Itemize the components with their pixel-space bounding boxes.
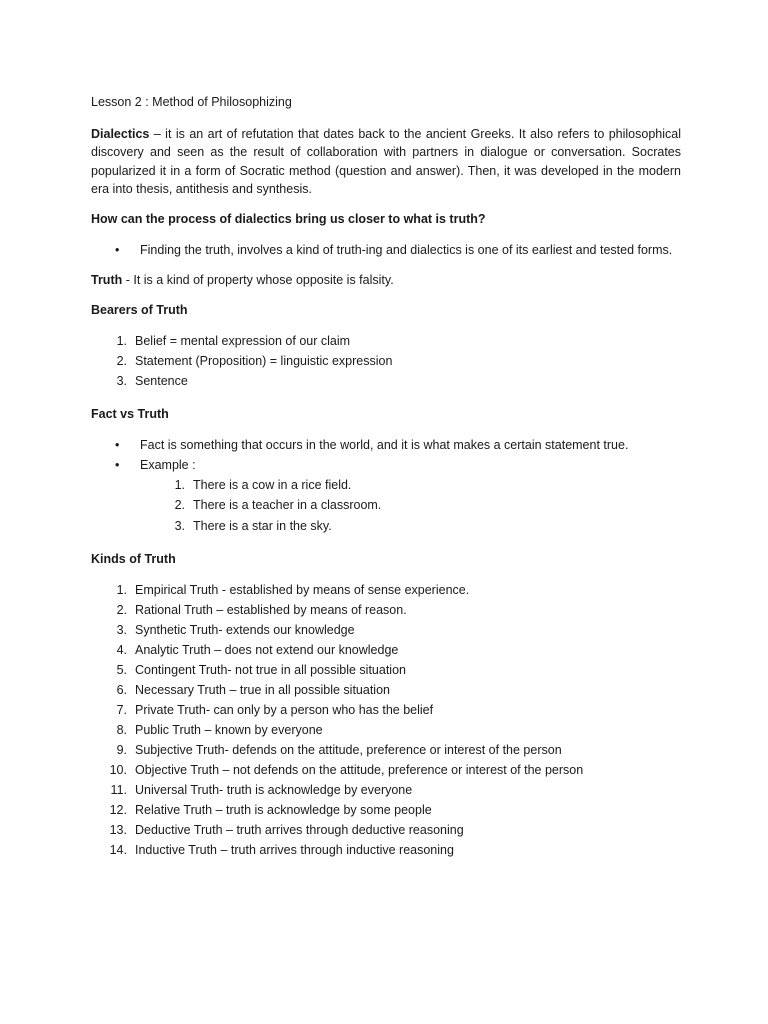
list-item — [91, 760, 681, 780]
list-item — [91, 435, 681, 455]
list-item — [91, 640, 681, 660]
list-item — [91, 820, 681, 840]
list-item — [91, 620, 681, 640]
item-number: 4. — [116, 643, 127, 658]
item-text: Deductive Truth – truth arrives through deductive reasoning — [135, 823, 464, 838]
list-item — [91, 680, 681, 700]
item-text: Universal Truth- truth is acknowledge by everyone — [135, 783, 413, 798]
item-text: There is a star in the sky. — [193, 518, 332, 533]
list-item — [91, 660, 681, 680]
list-item — [91, 331, 681, 351]
list-item — [91, 495, 681, 516]
item-number: 6. — [116, 683, 127, 698]
item-text: Inductive Truth – truth arrives through inductive reasoning — [135, 843, 454, 858]
dialectics-question: How can the process of dialectics bring us closer to what is truth? — [91, 211, 486, 226]
item-text: Objective Truth – not defends on the attitude, preference or interest of the person — [135, 763, 584, 778]
list-item — [91, 240, 681, 260]
item-text: There is a cow in a rice field. — [193, 477, 352, 492]
dialectics-paragraph — [91, 125, 681, 199]
list-item — [91, 455, 681, 475]
list-item — [91, 840, 681, 860]
fact-vs-truth-heading: Fact vs Truth — [91, 406, 169, 421]
item-text: Private Truth- can only by a person who has the belief — [135, 703, 434, 718]
item-text: Contingent Truth- not true in all possible situation — [135, 663, 406, 678]
item-number: 14. — [109, 843, 127, 858]
item-text: Relative Truth – truth is acknowledge by some people — [135, 803, 432, 818]
list-item — [91, 800, 681, 820]
item-text: Statement (Proposition) = linguistic expression — [135, 353, 393, 368]
list-item — [91, 720, 681, 740]
item-number: 12. — [109, 803, 127, 818]
list-item — [91, 580, 681, 600]
list-item — [91, 780, 681, 800]
bullet-text: Fact is something that occurs in the world, and it is what makes a certain statement true. — [140, 437, 629, 452]
list-item — [91, 371, 681, 391]
item-number: 11. — [110, 783, 127, 798]
item-number: 2. — [116, 603, 127, 618]
list-item — [91, 351, 681, 371]
item-text: Rational Truth – established by means of reason. — [135, 603, 407, 618]
item-text: Analytic Truth – does not extend our knowledge — [135, 643, 399, 658]
truth-term: Truth — [91, 272, 123, 287]
bearers-list — [91, 331, 681, 391]
item-text: Sentence — [135, 373, 188, 388]
kinds-list — [91, 580, 681, 860]
fact-bullet-list — [91, 435, 681, 475]
list-item — [91, 700, 681, 720]
bullet-icon: • — [115, 242, 120, 257]
item-number: 8. — [116, 723, 127, 738]
item-number: 1. — [116, 583, 127, 598]
list-item — [91, 740, 681, 760]
bearers-heading: Bearers of Truth — [91, 302, 188, 317]
item-text: There is a teacher in a classroom. — [193, 498, 382, 513]
item-text: Belief = mental expression of our claim — [135, 333, 351, 348]
item-number: 1. — [174, 477, 185, 492]
item-number: 3. — [116, 623, 127, 638]
item-text: Empirical Truth - established by means of sense experience. — [135, 583, 470, 598]
item-text: Necessary Truth – true in all possible situation — [135, 683, 390, 698]
dialectics-term: Dialectics — [91, 126, 150, 141]
bullet-text: Example : — [140, 457, 196, 472]
item-number: 5. — [116, 663, 127, 678]
question-bullet-list — [91, 240, 681, 260]
list-item — [91, 516, 681, 537]
list-item — [91, 475, 681, 496]
item-number: 9. — [116, 743, 127, 758]
document-page — [91, 93, 681, 872]
item-number: 1. — [116, 333, 127, 348]
item-number: 2. — [174, 498, 185, 513]
bullet-icon: • — [115, 457, 120, 472]
lesson-title: Lesson 2 : Method of Philosophizing — [91, 95, 292, 109]
item-number: 10. — [109, 763, 127, 778]
bullet-text: Finding the truth, involves a kind of truth-ing and dialectics is one of its earliest and tested forms. — [140, 242, 673, 257]
item-number: 2. — [116, 353, 127, 368]
item-number: 3. — [174, 518, 185, 533]
list-item — [91, 600, 681, 620]
truth-definition — [91, 271, 681, 290]
kinds-heading: Kinds of Truth — [91, 552, 176, 567]
item-number: 7. — [116, 703, 127, 718]
example-list — [91, 475, 681, 537]
bullet-icon: • — [115, 437, 120, 452]
dialectics-definition: – it is an art of refutation that dates back to the ancient Greeks. It also refers to philosophical discovery and seen as the result of collaboration with partners in dialogue or conversation. Socrates popularized it in a form of Socratic method (question and answer). Then, it was developed in the modern era into thesis, antithesis and synthesis. — [91, 126, 681, 197]
truth-definition-text: - It is a kind of property whose opposite is falsity. — [122, 272, 394, 287]
item-text: Synthetic Truth- extends our knowledge — [135, 623, 355, 638]
item-number: 13. — [109, 823, 127, 838]
item-text: Public Truth – known by everyone — [135, 723, 323, 738]
item-text: Subjective Truth- defends on the attitude, preference or interest of the person — [135, 743, 562, 758]
item-number: 3. — [116, 373, 127, 388]
